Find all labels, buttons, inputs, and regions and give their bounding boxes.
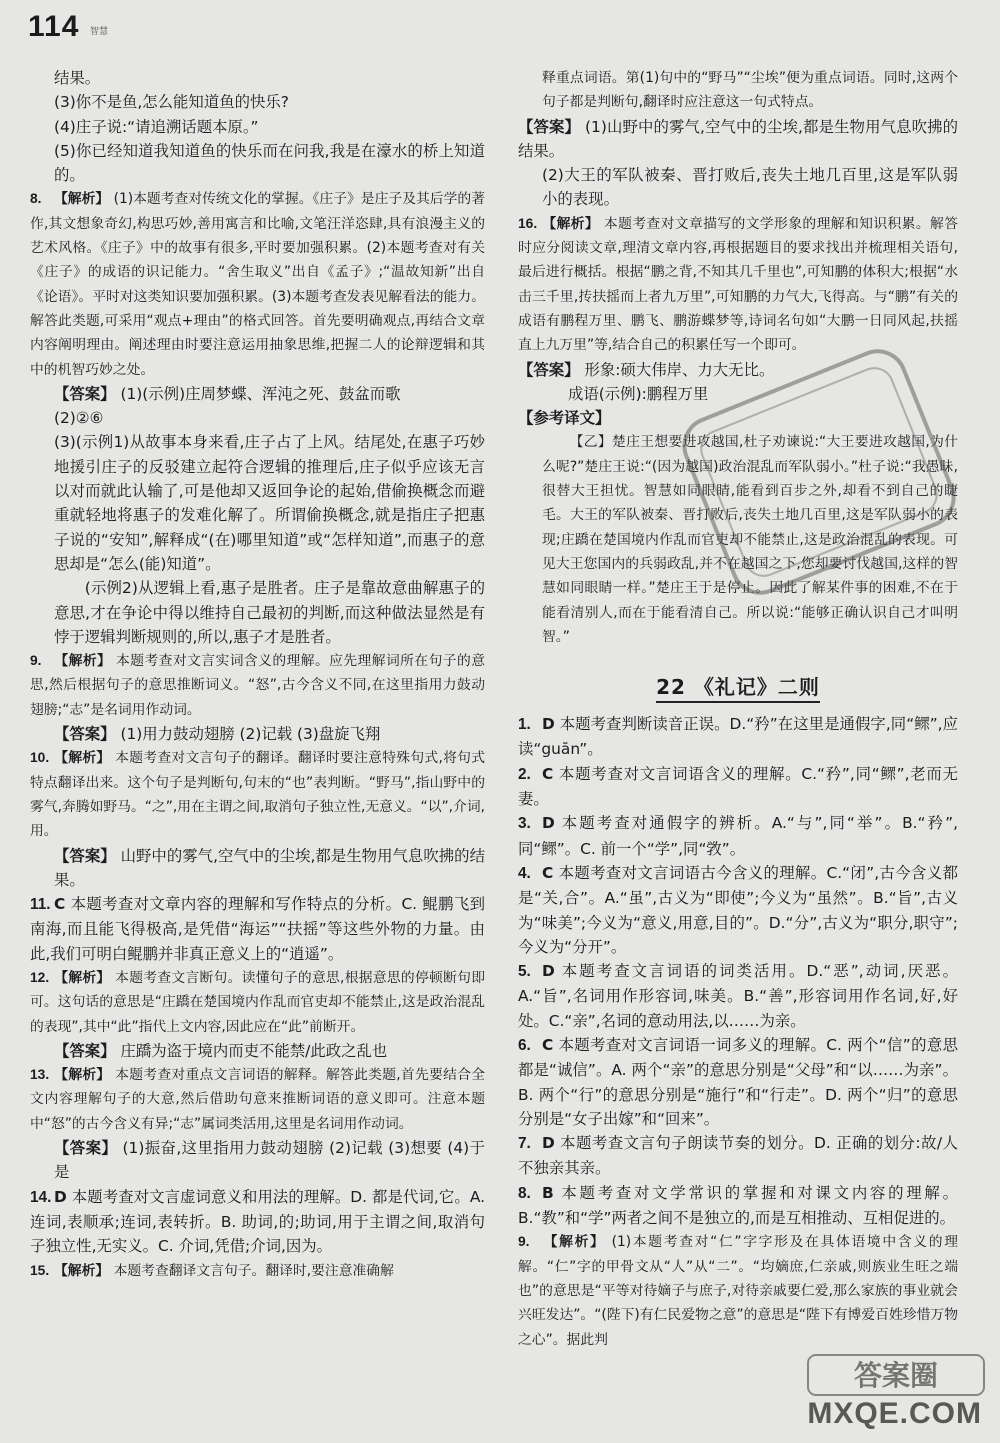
- answer-text: 本题考查对文章内容的理解和写作特点的分析。C. 鲲鹏飞到南海,而且能飞得极高,是凭借“海运”“扶摇”等这些外物的力量。由此,我们可明白鲲鹏并非真正意义上的“逍遥”。: [30, 895, 485, 963]
- answer-text: 本题考查对文学常识的掌握和对课文内容的理解。B.“教”和“学”两者之间不是独立的,而是互相推动、互相促进的。: [518, 1183, 958, 1228]
- answer-paragraph: [30, 406, 485, 430]
- answer-paragraph: [30, 1136, 485, 1185]
- answer-text: 本题考查翻译文言句子。翻译时,要注意准确解: [113, 1262, 394, 1279]
- answer-tag: 【答案】: [54, 1041, 116, 1060]
- answer-paragraph: [30, 430, 485, 576]
- answer-tag: 【答案】: [518, 117, 581, 136]
- answer-text: 本题考查文言断句。读懂句子的意思,根据意思的停顿断句即可。这句话的意思是“庄蹻在楚国境内作乱而官吏却不能禁止,这是政治混乱的表现”,其中“此”指代上文内容,因此应在“此”前断开。: [30, 969, 486, 1035]
- answer-tag: D: [542, 814, 555, 833]
- answer-tag: 【解析】: [54, 750, 111, 767]
- answer-tag: 【解析】: [542, 1234, 606, 1251]
- answer-tag: 【解析】: [54, 969, 111, 986]
- question-number: 1.: [518, 716, 531, 734]
- question-number: 7.: [518, 1135, 531, 1153]
- watermark-logo-text: 答案圈: [853, 1359, 939, 1392]
- answer-paragraph: [518, 762, 958, 812]
- answer-paragraph: [30, 746, 485, 843]
- answer-tag: 【解析】: [54, 653, 112, 670]
- answer-tag: D: [542, 962, 555, 981]
- answer-paragraph: [518, 1131, 958, 1181]
- question-number: 16.: [518, 215, 538, 231]
- answer-tag: C: [542, 1035, 554, 1054]
- answer-text: (3)(示例1)从故事本身来看,庄子占了上风。结尾处,在惠子巧妙地援引庄子的反驳建立起符合逻辑的推理后,庄子似乎应该无言以对而就此认输了,可是他却又返回争论的起始,借偷换概念而避重就轻地将惠子的发难化解了。所谓偷换概念,就是指庄子把惠子说的“安知”,解释成“(在)哪里知道”或“怎样知道”,而惠子的意思却是“怎么(能)知道”。: [54, 433, 485, 573]
- answer-text: 本题考查对文言句子的翻译。翻译时要注意特殊句式,将句式特点翻译出来。这个句子是判断句,句末的“也”表判断。“野马”,指山野中的雾气,奔腾如野马。“之”,用在主谓之间,取消句子独立性,无意义。“以”,介词,用。: [30, 750, 486, 840]
- answer-paragraph: [30, 1063, 485, 1136]
- answer-text: (3)你不是鱼,怎么能知道鱼的快乐?: [54, 93, 289, 112]
- answer-text: (4)庄子说:“请追溯话题本原。”: [54, 117, 259, 136]
- answer-text: 【乙】楚庄王想要进攻越国,杜子劝谏说:“大王要进攻越国,为什么呢?”楚庄王说:“(因为越国)政治混乱而军队弱小。”杜子说:“我愚昧,很替大王担忧。智慧如同眼睛,能看到百步之外,却看不到自己的睫毛。大王的军队被秦、晋打败后,丧失土地几百里,这是军队弱小的表现;庄蹻在楚国境内作乱而官吏却不能禁止,这是政治混乱的表现。可见大王您国内的兵弱政乱,并不在越国之下,您却要讨伐越国,这样的智慧如同眼睛一样。”楚庄王于是停止。因此了解某件事的困难,不在于能看清别人,而在于能看清自己。所以说:“能够正确认识自己才叫明智。”: [542, 434, 958, 645]
- answer-text: 本题考查对文言实词含义的理解。应先理解词所在句子的意思,然后根据句子的意思推断词义。“怒”,古今含义不同,在这里指用力鼓动翅膀;“志”是名词用作动词。: [30, 653, 486, 718]
- answer-paragraph: [518, 1181, 958, 1231]
- section-title: [518, 671, 958, 700]
- answer-paragraph: [30, 966, 485, 1039]
- answer-paragraph: [518, 163, 958, 212]
- answer-tag: 【答案】: [54, 1139, 118, 1158]
- answer-text: (1)山野中的雾气,空气中的尘埃,都是生物用气息吹拂的结果。: [518, 117, 958, 160]
- answer-tag: D: [542, 715, 555, 734]
- answer-text: (示例2)从逻辑上看,惠子是胜者。庄子是靠故意曲解惠子的意思,才在争论中得以维持自己最初的判断,而这种做法显然是有悖于逻辑判断规则的,所以,惠子才是胜者。: [54, 579, 485, 646]
- answer-tag: 【解析】: [54, 1262, 110, 1279]
- answer-text: 本题考查对文言虚词意义和用法的理解。D. 都是代词,它。A. 连词,表顺承;连词,表转折。B. 助词,的;助词,用于主谓之间,取消句子独立性,无实义。C. 介词,凭借;介词,因为。: [30, 1187, 485, 1256]
- answer-paragraph: [518, 959, 958, 1033]
- question-number: 2.: [518, 765, 531, 783]
- answer-tag: 【答案】: [54, 725, 116, 744]
- question-number: 10.: [30, 750, 50, 766]
- answer-paragraph: [518, 66, 958, 115]
- answer-text: (1)本题考查对传统文化的掌握。《庄子》是庄子及其后学的著作,其文想象奇幻,构思巧妙,善用寓言和比喻,文笔汪洋恣肆,具有浪漫主义的艺术风格。《庄子》中的故事有很多,平时要加强积累。(2)本题考查对有关《庄子》的成语的识记能力。“舍生取义”出自《孟子》;“温故知新”出自《论语》。平时对这类知识要加强积累。(3)本题考查发表见解看法的能力。解答此类题,可采用“观点+理由”的格式回答。首先要明确观点,再结合文章内容阐明理由。阐述理由时要注意运用抽象思维,把握二人的论辩逻辑和其中的机智巧妙之处。: [30, 191, 485, 378]
- answer-paragraph: [518, 115, 958, 164]
- question-number: 6.: [518, 1036, 531, 1054]
- question-number: 3.: [518, 815, 531, 833]
- question-number: 5.: [518, 963, 531, 981]
- answer-paragraph: [518, 811, 958, 861]
- left-column: [30, 66, 485, 1283]
- answer-paragraph: [518, 1033, 958, 1131]
- answer-text: (1)用力鼓动翅膀 (2)记载 (3)盘旋飞翔: [120, 725, 381, 744]
- answer-paragraph: [30, 382, 485, 406]
- answer-tag: D: [542, 1134, 555, 1153]
- answer-text: (2)大王的军队被秦、晋打败后,丧失土地几百里,这是军队弱小的表现。: [542, 166, 958, 209]
- answer-text: 成语(示例):鹏程万里: [568, 384, 709, 403]
- question-number: 9.: [518, 1234, 530, 1250]
- answer-paragraph: [30, 139, 485, 188]
- question-number: 14.: [30, 1188, 52, 1206]
- section-title-text: 22 《礼记》二则: [656, 675, 820, 703]
- answer-text: 山野中的雾气,空气中的尘埃,都是生物用气息吹拂的结果。: [54, 846, 485, 889]
- question-number: 11.: [30, 896, 51, 914]
- answer-text: (1)振奋,这里指用力鼓动翅膀 (2)记载 (3)想要 (4)于是: [54, 1139, 485, 1182]
- answer-text: 本题考查文言词语的词类活用。D.“恶”,动词,厌恶。A.“旨”,名词用作形容词,味美。B.“善”,形容词用作名词,好,好处。C.“亲”,名词的意动用法,以……为亲。: [518, 962, 958, 1030]
- answer-paragraph: [30, 722, 485, 746]
- answer-paragraph: [30, 115, 485, 139]
- right-bottom-block: [518, 712, 958, 1352]
- watermark-url: MXQE.COM: [807, 1397, 982, 1430]
- answer-text: 本题考查对通假字的辨析。A.“与”,同“举”。B.“矜”,同“鳏”。C. 前一个“学”,同“敩”。: [518, 814, 958, 858]
- question-number: 8.: [518, 1184, 531, 1202]
- answer-tag: 【解析】: [542, 215, 600, 232]
- answer-paragraph: [518, 861, 958, 959]
- answer-text: 本题考查文言句子朗读节奏的划分。D. 正确的划分:故/人不独亲其亲。: [518, 1134, 958, 1178]
- answer-tag: 【参考译文】: [518, 409, 611, 428]
- question-number: 9.: [30, 653, 42, 669]
- answer-paragraph: [30, 66, 485, 90]
- answer-text: (1)(示例)庄周梦蝶、浑沌之死、鼓盆而歌: [120, 384, 401, 403]
- answer-text: 结果。: [54, 69, 101, 87]
- page-tag: 智慧: [90, 27, 109, 37]
- answer-text: 本题考查对文章描写的文学形象的理解和知识积累。解答时应分阅读文章,理清文章内容,再根据题目的要求找出并梳理相关语句,最后进行概括。根据“鹏之背,不知其几千里也”,可知鹏的体积大;根据“水击三千里,抟扶摇而上者九万里”,可知鹏的力气大,飞得高。与“鹏”有关的成语有鹏程万里、鹏飞、鹏游蝶梦等,诗词名句如“大鹏一日同风起,扶摇直上九万里”等,结合自己的积累任写一个即可。: [518, 215, 959, 354]
- answer-paragraph: [30, 576, 485, 649]
- question-number: 13.: [30, 1067, 50, 1083]
- answer-tag: 【答案】: [54, 846, 116, 865]
- answer-paragraph: [30, 90, 485, 114]
- answer-text: (2)②⑥: [54, 409, 104, 428]
- page-number: 114: [28, 10, 80, 43]
- answer-tag: 【解析】: [54, 1067, 111, 1084]
- answer-paragraph: [30, 1259, 485, 1283]
- question-number: 15.: [30, 1262, 50, 1278]
- question-number: 4.: [518, 864, 531, 882]
- answer-text: (1)本题考查对“仁”字字形及在具体语境中含义的理解。“仁”字的甲骨文从“人”从“二”。“均嫡庶,仁亲戚,则族业生旺之端也”的意思是“平等对待嫡子与庶子,对待亲戚要仁爱,那么家族的事业就会兴旺发达”。“(陛下)有仁民爱物之意”的意思是“陛下有博爱百姓珍惜万物之心”。据此判: [518, 1234, 959, 1348]
- answer-text: 本题考查判断读音正误。D.“矜”在这里是通假字,同“鳏”,应读“guān”。: [518, 715, 958, 759]
- answer-tag: C: [542, 863, 554, 882]
- answer-tag: B: [542, 1183, 554, 1202]
- answer-paragraph: [30, 1185, 485, 1259]
- answer-paragraph: [518, 212, 958, 358]
- answer-text: 本题考查对重点文言词语的解释。解答此类题,首先要结合全文内容理解句子的大意,然后借助句意来推断词语的意义即可。注意本题中“怒”的古今含义有异;“志”属词类活用,这里是名词用作动词。: [30, 1067, 486, 1132]
- answer-paragraph: [30, 892, 485, 966]
- answer-paragraph: [518, 712, 958, 762]
- answer-tag: 【答案】: [518, 360, 580, 379]
- answer-tag: D: [54, 1187, 67, 1206]
- answer-paragraph: [30, 844, 485, 893]
- answer-tag: 【解析】: [54, 191, 110, 208]
- answer-text: 本题考查对文言词语含义的理解。C.“矜”,同“鳏”,老而无妻。: [518, 764, 958, 809]
- answer-paragraph: [30, 649, 485, 722]
- answer-text: (5)你已经知道我知道鱼的快乐而在问我,我是在濠水的桥上知道的。: [54, 141, 485, 185]
- right-column: [518, 66, 958, 1352]
- watermark-logo: [806, 1353, 986, 1397]
- question-number: 12.: [30, 969, 50, 985]
- answer-paragraph: [30, 1039, 485, 1063]
- answer-text: 庄蹻为盗于境内而吏不能禁/此政之乱也: [120, 1041, 388, 1060]
- answer-text: 释重点词语。第(1)句中的“野马”“尘埃”便为重点词语。同时,这两个句子都是判断句,翻译时应注意这一句式特点。: [542, 70, 958, 111]
- answer-tag: 【答案】: [54, 384, 116, 403]
- answer-tag: C: [542, 764, 554, 783]
- question-number: 8.: [30, 191, 42, 207]
- answer-text: 形象:硕大伟岸、力大无比。: [584, 360, 775, 379]
- answer-tag: C: [54, 895, 66, 914]
- answer-paragraph: [518, 1230, 958, 1351]
- answer-text: 本题考查对文言词语一词多义的理解。C. 两个“信”的意思都是“诚信”。A. 两个“亲”的意思分别是“父母”和“以……为亲”。B. 两个“行”的意思分别是“施行”和“行走”。D. 两个“归”的意思分别是“女子出嫁”和“回来”。: [518, 1035, 958, 1128]
- answer-text: 本题考查对文言词语古今含义的理解。C.“闭”,古今含义都是“关,合”。A.“虽”,古义为“即使”;今义为“虽然”。B.“旨”,古义为“味美”;今义为“意义,用意,目的”。D.“分”,古义为“职分,职守”;今义为“分开”。: [518, 863, 958, 956]
- answer-paragraph: [30, 187, 485, 381]
